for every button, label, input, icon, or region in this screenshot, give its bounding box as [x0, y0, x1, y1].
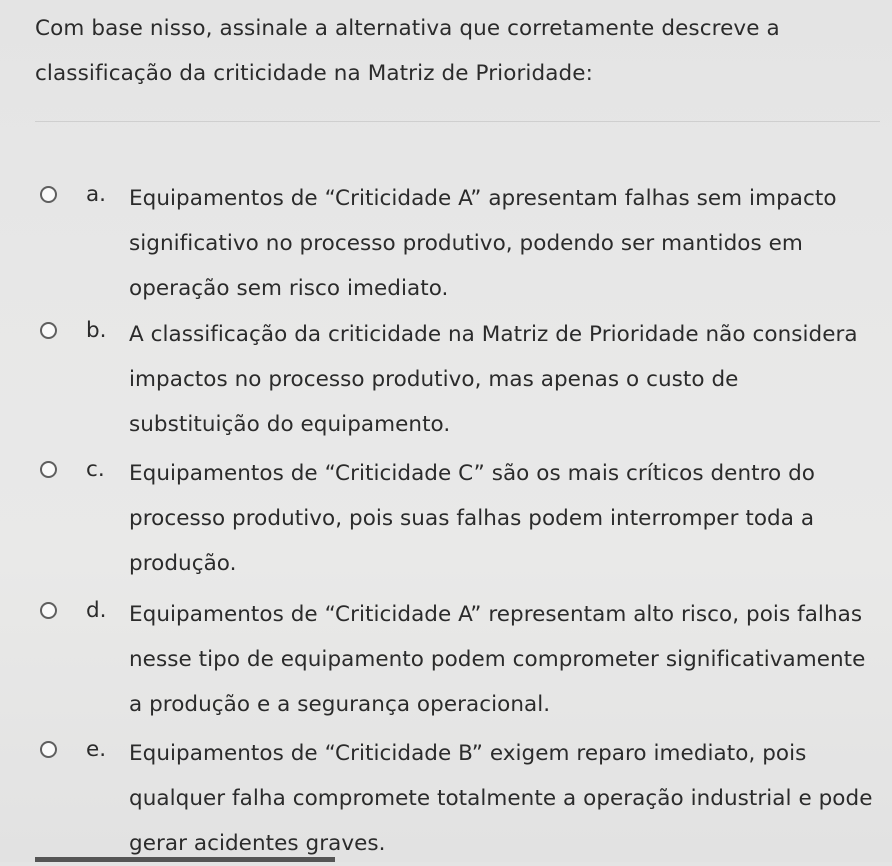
option-e-text: Equipamentos de “Criticidade B” exigem reparo imediato, pois qualquer falha compromete totalmente a operação industrial e pode gerar acidentes graves. — [129, 741, 873, 856]
option-c[interactable] — [40, 455, 880, 575]
option-a[interactable] — [40, 180, 880, 300]
radio-option-c[interactable] — [40, 461, 57, 478]
option-b[interactable] — [40, 316, 880, 436]
option-a-letter: a. — [86, 182, 107, 207]
radio-option-e[interactable] — [40, 741, 57, 758]
radio-option-d[interactable] — [40, 602, 57, 619]
option-b-text: A classificação da criticidade na Matriz de Prioridade não considera impactos no processo produtivo, mas apenas o custo de substituição do equipamento. — [129, 322, 858, 437]
divider — [35, 121, 880, 122]
radio-option-a[interactable] — [40, 186, 57, 203]
option-c-text: Equipamentos de “Criticidade C” são os mais críticos dentro do processo produtivo, pois suas falhas podem interromper toda a produção. — [129, 461, 816, 576]
question-text: Com base nisso, assinale a alternativa que corretamente descreve a classificação da criticidade na Matriz de Prioridade: — [35, 16, 780, 86]
option-d-text: Equipamentos de “Criticidade A” representam alto risco, pois falhas nesse tipo de equipamento podem comprometer significativamente a produção e a segurança operacional. — [129, 602, 866, 717]
option-e-letter: e. — [86, 737, 107, 762]
option-e[interactable] — [40, 735, 880, 855]
option-b-letter: b. — [86, 318, 107, 343]
option-d[interactable] — [40, 596, 880, 716]
option-c-letter: c. — [86, 457, 105, 482]
option-a-text: Equipamentos de “Criticidade A” apresentam falhas sem impacto significativo no processo produtivo, podendo ser mantidos em operação sem risco imediato. — [129, 186, 837, 301]
bottom-edge-bar — [35, 857, 335, 862]
radio-option-b[interactable] — [40, 322, 57, 339]
option-d-letter: d. — [86, 598, 107, 623]
